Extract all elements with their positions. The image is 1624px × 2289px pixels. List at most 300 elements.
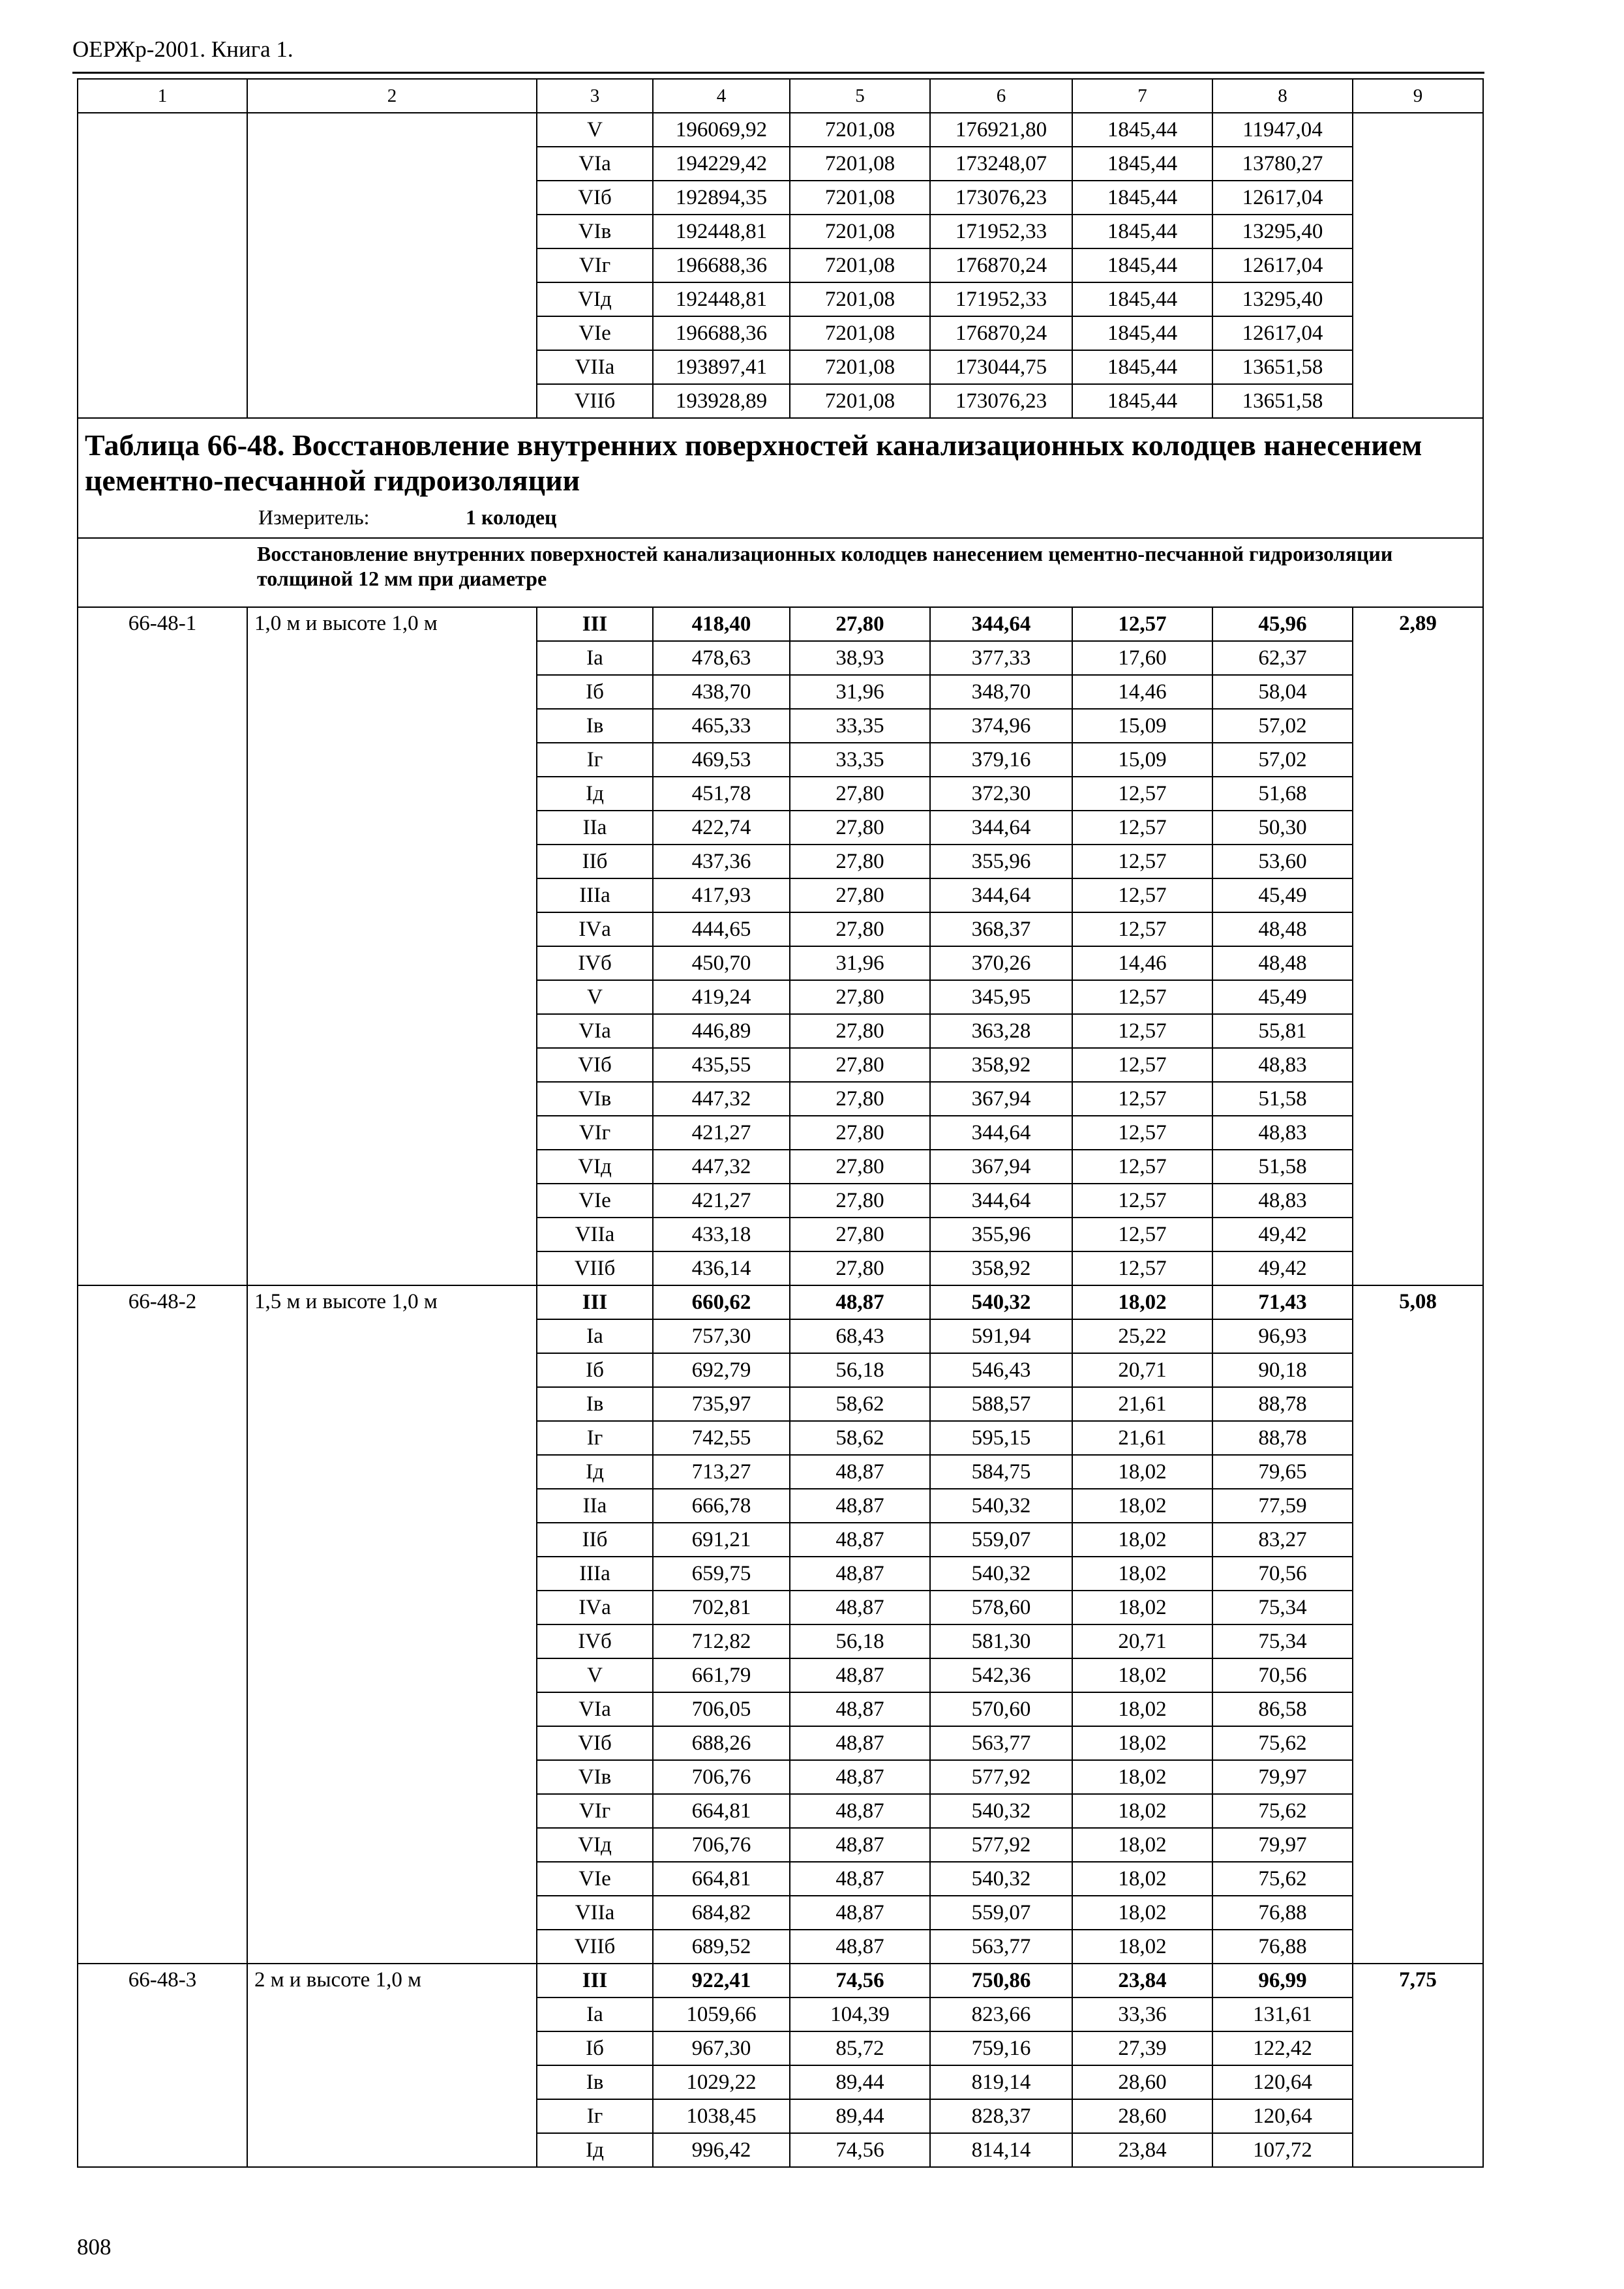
description-cell: Восстановление внутренних поверхностей канализационных колодцев нанесением цементно-песчанной гидроизоляции толщиной 12 мм при диаметре: [78, 538, 1483, 607]
value-cell: 131,61: [1212, 1997, 1353, 2031]
value-cell: 176870,24: [930, 316, 1072, 350]
value-cell: 7201,08: [790, 248, 930, 282]
value-cell: 48,87: [790, 1828, 930, 1862]
label-cell: 2 м и высоте 1,0 м: [247, 1964, 537, 2167]
value-cell: 540,32: [930, 1794, 1072, 1828]
value-cell: 684,82: [653, 1896, 790, 1930]
value-cell: 33,35: [790, 743, 930, 777]
column-number-row: [78, 79, 1483, 113]
region-cell: VIг: [537, 1116, 653, 1150]
code-cell: 66-48-2: [78, 1285, 247, 1964]
value-cell: 446,89: [653, 1014, 790, 1048]
value-cell: 18,02: [1072, 1760, 1212, 1794]
value-cell: 367,94: [930, 1150, 1072, 1184]
value-cell: 27,80: [790, 878, 930, 912]
region-cell: V: [537, 980, 653, 1014]
region-cell: V: [537, 1658, 653, 1692]
region-cell: VIг: [537, 1794, 653, 1828]
value-cell: 55,81: [1212, 1014, 1353, 1048]
region-cell: IVб: [537, 946, 653, 980]
value-cell: 17,60: [1072, 641, 1212, 675]
region-cell: IIIа: [537, 1557, 653, 1591]
value-cell: 21,61: [1072, 1421, 1212, 1455]
col9-cell: 7,75: [1353, 1964, 1483, 2167]
value-cell: 49,42: [1212, 1251, 1353, 1285]
value-cell: 660,62: [653, 1285, 790, 1319]
value-cell: 62,37: [1212, 641, 1353, 675]
value-cell: 444,65: [653, 912, 790, 946]
value-cell: 23,84: [1072, 2133, 1212, 2167]
region-cell: VIIб: [537, 384, 653, 418]
region-cell: VIд: [537, 1150, 653, 1184]
value-cell: 18,02: [1072, 1862, 1212, 1896]
label-cell: 1,5 м и высоте 1,0 м: [247, 1285, 537, 1964]
value-cell: 702,81: [653, 1591, 790, 1624]
value-cell: 540,32: [930, 1285, 1072, 1319]
value-cell: 27,80: [790, 1116, 930, 1150]
value-cell: 74,56: [790, 1964, 930, 1997]
value-cell: 192448,81: [653, 282, 790, 316]
region-cell: Iг: [537, 743, 653, 777]
column-number: 1: [78, 79, 247, 113]
value-cell: 967,30: [653, 2031, 790, 2065]
value-cell: 48,87: [790, 1726, 930, 1760]
value-cell: 79,97: [1212, 1760, 1353, 1794]
value-cell: 27,39: [1072, 2031, 1212, 2065]
value-cell: 70,56: [1212, 1658, 1353, 1692]
value-cell: 13651,58: [1212, 350, 1353, 384]
value-cell: 27,80: [790, 1218, 930, 1251]
value-cell: 58,62: [790, 1387, 930, 1421]
value-cell: 7201,08: [790, 113, 930, 147]
value-cell: 418,40: [653, 607, 790, 641]
table-row: [78, 607, 1483, 641]
value-cell: 691,21: [653, 1523, 790, 1557]
value-cell: 12,57: [1072, 1251, 1212, 1285]
region-cell: VIд: [537, 1828, 653, 1862]
value-cell: 76,88: [1212, 1896, 1353, 1930]
value-cell: 18,02: [1072, 1896, 1212, 1930]
value-cell: 345,95: [930, 980, 1072, 1014]
region-cell: VIв: [537, 1760, 653, 1794]
value-cell: 25,22: [1072, 1319, 1212, 1353]
column-number: 8: [1212, 79, 1353, 113]
region-cell: IIа: [537, 811, 653, 845]
value-cell: 12,57: [1072, 1116, 1212, 1150]
value-cell: 74,56: [790, 2133, 930, 2167]
region-cell: V: [537, 113, 653, 147]
region-cell: Iб: [537, 1353, 653, 1387]
value-cell: 712,82: [653, 1624, 790, 1658]
value-cell: 368,37: [930, 912, 1072, 946]
value-cell: 367,94: [930, 1082, 1072, 1116]
value-cell: 107,72: [1212, 2133, 1353, 2167]
value-cell: 18,02: [1072, 1726, 1212, 1760]
value-cell: 192448,81: [653, 215, 790, 248]
value-cell: 79,65: [1212, 1455, 1353, 1489]
value-cell: 33,35: [790, 709, 930, 743]
region-cell: IVб: [537, 1624, 653, 1658]
region-cell: Iг: [537, 2099, 653, 2133]
value-cell: 584,75: [930, 1455, 1072, 1489]
region-cell: VIг: [537, 248, 653, 282]
value-cell: 469,53: [653, 743, 790, 777]
value-cell: 595,15: [930, 1421, 1072, 1455]
value-cell: 77,59: [1212, 1489, 1353, 1523]
value-cell: 7201,08: [790, 147, 930, 181]
value-cell: 27,80: [790, 912, 930, 946]
region-cell: VIIа: [537, 350, 653, 384]
value-cell: 76,88: [1212, 1930, 1353, 1964]
value-cell: 12,57: [1072, 878, 1212, 912]
region-cell: VIа: [537, 147, 653, 181]
value-cell: 12,57: [1072, 607, 1212, 641]
value-cell: 27,80: [790, 1184, 930, 1218]
value-cell: 18,02: [1072, 1557, 1212, 1591]
value-cell: 546,43: [930, 1353, 1072, 1387]
value-cell: 759,16: [930, 2031, 1072, 2065]
value-cell: 12,57: [1072, 1218, 1212, 1251]
value-cell: 18,02: [1072, 1455, 1212, 1489]
value-cell: 194229,42: [653, 147, 790, 181]
value-cell: 372,30: [930, 777, 1072, 811]
value-cell: 447,32: [653, 1082, 790, 1116]
value-cell: 355,96: [930, 845, 1072, 878]
value-cell: 27,80: [790, 1048, 930, 1082]
value-cell: 12,57: [1072, 845, 1212, 878]
value-cell: 96,93: [1212, 1319, 1353, 1353]
value-cell: 344,64: [930, 1116, 1072, 1150]
value-cell: 735,97: [653, 1387, 790, 1421]
region-cell: VIб: [537, 1048, 653, 1082]
value-cell: 56,18: [790, 1353, 930, 1387]
value-cell: 435,55: [653, 1048, 790, 1082]
measure-value: 1 колодец: [466, 505, 557, 529]
value-cell: 421,27: [653, 1116, 790, 1150]
value-cell: 27,80: [790, 777, 930, 811]
value-cell: 75,62: [1212, 1794, 1353, 1828]
value-cell: 88,78: [1212, 1387, 1353, 1421]
value-cell: 28,60: [1072, 2099, 1212, 2133]
value-cell: 45,49: [1212, 878, 1353, 912]
value-cell: 1845,44: [1072, 384, 1212, 418]
value-cell: 12,57: [1072, 777, 1212, 811]
region-cell: VIе: [537, 316, 653, 350]
value-cell: 12617,04: [1212, 248, 1353, 282]
value-cell: 48,48: [1212, 912, 1353, 946]
value-cell: 176870,24: [930, 248, 1072, 282]
region-cell: VIв: [537, 1082, 653, 1116]
measure-line: [85, 505, 1476, 530]
col9-cell: 2,89: [1353, 607, 1483, 1285]
value-cell: 71,43: [1212, 1285, 1353, 1319]
value-cell: 577,92: [930, 1760, 1072, 1794]
value-cell: 27,80: [790, 1082, 930, 1116]
value-cell: 823,66: [930, 1997, 1072, 2031]
value-cell: 196069,92: [653, 113, 790, 147]
measure-label: Измеритель:: [258, 505, 370, 529]
page-number: 808: [77, 2234, 112, 2260]
value-cell: 31,96: [790, 946, 930, 980]
value-cell: 56,18: [790, 1624, 930, 1658]
value-cell: 7201,08: [790, 316, 930, 350]
value-cell: 173044,75: [930, 350, 1072, 384]
value-cell: 45,49: [1212, 980, 1353, 1014]
value-cell: 7201,08: [790, 350, 930, 384]
region-cell: VIIа: [537, 1896, 653, 1930]
value-cell: 12,57: [1072, 1082, 1212, 1116]
value-cell: 447,32: [653, 1150, 790, 1184]
value-cell: 12,57: [1072, 980, 1212, 1014]
value-cell: 12,57: [1072, 1184, 1212, 1218]
value-cell: 363,28: [930, 1014, 1072, 1048]
region-cell: IIа: [537, 1489, 653, 1523]
value-cell: 89,44: [790, 2099, 930, 2133]
value-cell: 559,07: [930, 1896, 1072, 1930]
value-cell: 196688,36: [653, 316, 790, 350]
value-cell: 50,30: [1212, 811, 1353, 845]
region-cell: Iг: [537, 1421, 653, 1455]
region-cell: VIб: [537, 1726, 653, 1760]
value-cell: 422,74: [653, 811, 790, 845]
value-cell: 28,60: [1072, 2065, 1212, 2099]
value-cell: 374,96: [930, 709, 1072, 743]
value-cell: 12,57: [1072, 1048, 1212, 1082]
value-cell: 89,44: [790, 2065, 930, 2099]
region-cell: Iв: [537, 2065, 653, 2099]
value-cell: 79,97: [1212, 1828, 1353, 1862]
column-number: 4: [653, 79, 790, 113]
value-cell: 450,70: [653, 946, 790, 980]
value-cell: 11947,04: [1212, 113, 1353, 147]
region-cell: Iд: [537, 777, 653, 811]
value-cell: 7201,08: [790, 282, 930, 316]
value-cell: 692,79: [653, 1353, 790, 1387]
value-cell: 48,87: [790, 1489, 930, 1523]
value-cell: 75,34: [1212, 1591, 1353, 1624]
region-cell: Iа: [537, 1997, 653, 2031]
value-cell: 18,02: [1072, 1794, 1212, 1828]
region-cell: Iа: [537, 1319, 653, 1353]
region-cell: Iд: [537, 2133, 653, 2167]
value-cell: 122,42: [1212, 2031, 1353, 2065]
value-cell: 120,64: [1212, 2099, 1353, 2133]
value-cell: 659,75: [653, 1557, 790, 1591]
value-cell: 12617,04: [1212, 316, 1353, 350]
value-cell: 88,78: [1212, 1421, 1353, 1455]
value-cell: 48,87: [790, 1930, 930, 1964]
column-number: 5: [790, 79, 930, 113]
code-cell: 66-48-3: [78, 1964, 247, 2167]
value-cell: 48,87: [790, 1896, 930, 1930]
description-row: [78, 538, 1483, 607]
region-cell: VIд: [537, 282, 653, 316]
value-cell: 1038,45: [653, 2099, 790, 2133]
value-cell: 1845,44: [1072, 350, 1212, 384]
value-cell: 58,04: [1212, 675, 1353, 709]
value-cell: 358,92: [930, 1048, 1072, 1082]
col9-cell: [1353, 113, 1483, 418]
value-cell: 68,43: [790, 1319, 930, 1353]
region-cell: VIб: [537, 181, 653, 215]
value-cell: 7201,08: [790, 181, 930, 215]
region-cell: IIб: [537, 1523, 653, 1557]
value-cell: 664,81: [653, 1862, 790, 1896]
value-cell: 45,96: [1212, 607, 1353, 641]
value-cell: 1845,44: [1072, 282, 1212, 316]
value-cell: 18,02: [1072, 1658, 1212, 1692]
label-cell: 1,0 м и высоте 1,0 м: [247, 607, 537, 1285]
region-cell: Iв: [537, 709, 653, 743]
value-cell: 173076,23: [930, 384, 1072, 418]
value-cell: 578,60: [930, 1591, 1072, 1624]
value-cell: 58,62: [790, 1421, 930, 1455]
column-number: 2: [247, 79, 537, 113]
value-cell: 18,02: [1072, 1930, 1212, 1964]
region-cell: III: [537, 1964, 653, 1997]
value-cell: 48,87: [790, 1692, 930, 1726]
value-cell: 192894,35: [653, 181, 790, 215]
value-cell: 1845,44: [1072, 147, 1212, 181]
value-cell: 750,86: [930, 1964, 1072, 1997]
value-cell: 706,76: [653, 1828, 790, 1862]
value-cell: 48,48: [1212, 946, 1353, 980]
code-cell: 66-48-1: [78, 607, 247, 1285]
value-cell: 173076,23: [930, 181, 1072, 215]
value-cell: 922,41: [653, 1964, 790, 1997]
value-cell: 48,87: [790, 1862, 930, 1896]
value-cell: 581,30: [930, 1624, 1072, 1658]
value-cell: 377,33: [930, 641, 1072, 675]
value-cell: 1029,22: [653, 2065, 790, 2099]
value-cell: 344,64: [930, 878, 1072, 912]
value-cell: 49,42: [1212, 1218, 1353, 1251]
value-cell: 20,71: [1072, 1353, 1212, 1387]
header-rule: [72, 72, 1484, 74]
value-cell: 20,71: [1072, 1624, 1212, 1658]
value-cell: 688,26: [653, 1726, 790, 1760]
value-cell: 757,30: [653, 1319, 790, 1353]
region-cell: III: [537, 1285, 653, 1319]
value-cell: 171952,33: [930, 215, 1072, 248]
value-cell: 38,93: [790, 641, 930, 675]
value-cell: 996,42: [653, 2133, 790, 2167]
value-cell: 48,87: [790, 1557, 930, 1591]
value-cell: 706,05: [653, 1692, 790, 1726]
value-cell: 344,64: [930, 811, 1072, 845]
region-cell: Iб: [537, 2031, 653, 2065]
value-cell: 70,56: [1212, 1557, 1353, 1591]
value-cell: 171952,33: [930, 282, 1072, 316]
value-cell: 563,77: [930, 1726, 1072, 1760]
value-cell: 465,33: [653, 709, 790, 743]
value-cell: 96,99: [1212, 1964, 1353, 1997]
value-cell: 419,24: [653, 980, 790, 1014]
value-cell: 51,58: [1212, 1082, 1353, 1116]
value-cell: 15,09: [1072, 743, 1212, 777]
value-cell: 14,46: [1072, 675, 1212, 709]
value-cell: 1845,44: [1072, 215, 1212, 248]
value-cell: 13295,40: [1212, 215, 1353, 248]
code-cell: [78, 113, 247, 418]
value-cell: 421,27: [653, 1184, 790, 1218]
value-cell: 588,57: [930, 1387, 1072, 1421]
value-cell: 27,80: [790, 811, 930, 845]
value-cell: 451,78: [653, 777, 790, 811]
region-cell: VIа: [537, 1014, 653, 1048]
value-cell: 48,87: [790, 1591, 930, 1624]
value-cell: 436,14: [653, 1251, 790, 1285]
value-cell: 48,87: [790, 1285, 930, 1319]
value-cell: 13295,40: [1212, 282, 1353, 316]
value-cell: 51,68: [1212, 777, 1353, 811]
value-cell: 193897,41: [653, 350, 790, 384]
value-cell: 542,36: [930, 1658, 1072, 1692]
region-cell: Iд: [537, 1455, 653, 1489]
value-cell: 15,09: [1072, 709, 1212, 743]
value-cell: 437,36: [653, 845, 790, 878]
value-cell: 75,62: [1212, 1726, 1353, 1760]
table-body: [78, 79, 1483, 2167]
value-cell: 379,16: [930, 743, 1072, 777]
region-cell: VIа: [537, 1692, 653, 1726]
value-cell: 344,64: [930, 1184, 1072, 1218]
value-cell: 438,70: [653, 675, 790, 709]
value-cell: 18,02: [1072, 1692, 1212, 1726]
column-number: 9: [1353, 79, 1483, 113]
value-cell: 1845,44: [1072, 181, 1212, 215]
value-cell: 689,52: [653, 1930, 790, 1964]
value-cell: 1845,44: [1072, 248, 1212, 282]
value-cell: 18,02: [1072, 1489, 1212, 1523]
value-cell: 661,79: [653, 1658, 790, 1692]
value-cell: 14,46: [1072, 946, 1212, 980]
value-cell: 48,87: [790, 1794, 930, 1828]
value-cell: 196688,36: [653, 248, 790, 282]
value-cell: 13651,58: [1212, 384, 1353, 418]
region-cell: IIб: [537, 845, 653, 878]
region-cell: VIв: [537, 215, 653, 248]
value-cell: 18,02: [1072, 1828, 1212, 1862]
region-cell: IVа: [537, 1591, 653, 1624]
value-cell: 13780,27: [1212, 147, 1353, 181]
value-cell: 86,58: [1212, 1692, 1353, 1726]
value-cell: 104,39: [790, 1997, 930, 2031]
value-cell: 18,02: [1072, 1285, 1212, 1319]
table-title-row: [78, 418, 1483, 538]
value-cell: 90,18: [1212, 1353, 1353, 1387]
value-cell: 563,77: [930, 1930, 1072, 1964]
value-cell: 57,02: [1212, 743, 1353, 777]
value-cell: 48,87: [790, 1658, 930, 1692]
table-row: [78, 1285, 1483, 1319]
value-cell: 53,60: [1212, 845, 1353, 878]
value-cell: 18,02: [1072, 1591, 1212, 1624]
value-cell: 27,80: [790, 1150, 930, 1184]
region-cell: VIIб: [537, 1930, 653, 1964]
value-cell: 706,76: [653, 1760, 790, 1794]
region-cell: Iа: [537, 641, 653, 675]
value-cell: 48,83: [1212, 1116, 1353, 1150]
region-cell: IIIа: [537, 878, 653, 912]
value-cell: 540,32: [930, 1489, 1072, 1523]
column-number: 3: [537, 79, 653, 113]
value-cell: 12,57: [1072, 1014, 1212, 1048]
value-cell: 12,57: [1072, 1150, 1212, 1184]
value-cell: 18,02: [1072, 1523, 1212, 1557]
value-cell: 344,64: [930, 607, 1072, 641]
value-cell: 21,61: [1072, 1387, 1212, 1421]
